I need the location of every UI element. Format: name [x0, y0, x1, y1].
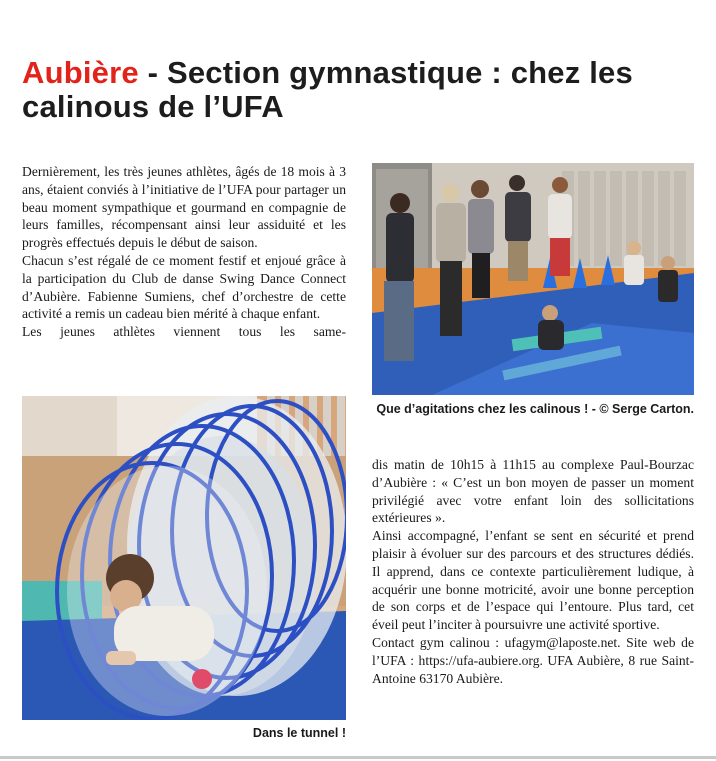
left-paragraph-1: Dernièrement, les très jeunes athlètes, âgés de 18 mois à 3 ans, étaient conviés à l’initiative de l’UFA pour partager un beau moment sympathique et gourmand en compagnie de leurs familles, récompensant ainsi leur assiduité et les progrès effectués depuis le début de saison. — [22, 164, 346, 251]
article-right-column — [372, 456, 694, 687]
page-bottom-rule — [0, 756, 716, 759]
right-paragraph-1: dis matin de 10h15 à 11h15 au complexe Paul-Bourzac d’Aubière : « C’est un bon moyen de passer un moment privilégié avec votre enfant loin des sollicitations extérieures ». — [372, 457, 694, 526]
tunnel-photo — [22, 396, 346, 720]
gym-photo-caption: Que d’agitations chez les calinous ! - © Serge Carton. — [376, 402, 694, 416]
article-headline — [22, 56, 694, 124]
headline-title: - Section gymnastique : chez les calinous de l’UFA — [22, 55, 633, 124]
right-paragraph-2: Ainsi accompagné, l’enfant se sent en sécurité et prend plaisir à évoluer sur des parcours et des structures dédiés. Il apprend, dans ce contexte particulièrement ludique, à acquérir une bonne motricité, avoir une bonne perception de son corps et de l’espace qui l’entoure. Plus tard, cet éveil peut l’inciter à poursuivre une activité sportive. — [372, 528, 694, 633]
left-paragraph-3: Les jeunes athlètes viennent tous les same- — [22, 324, 346, 340]
gym-hall-photo — [372, 163, 694, 395]
left-paragraph-2: Chacun s’est régalé de ce moment festif et enjoué grâce à la participation du Club de danse Swing Dance Connect d’Aubière. Fabienne Sumiens, chef d’orchestre de cette activité a remis un cadeau bien mérité à chaque enfant. — [22, 252, 346, 322]
tunnel-photo-caption: Dans le tunnel ! — [252, 726, 346, 740]
article-left-column — [22, 163, 346, 341]
right-paragraph-3: Contact gym calinou : ufagym@laposte.net. Site web de l’UFA : https://ufa-aubiere.org. UFA Aubière, 8 rue Saint-Antoine 63170 Aubière. — [372, 634, 694, 686]
headline-place: Aubière — [22, 55, 139, 90]
